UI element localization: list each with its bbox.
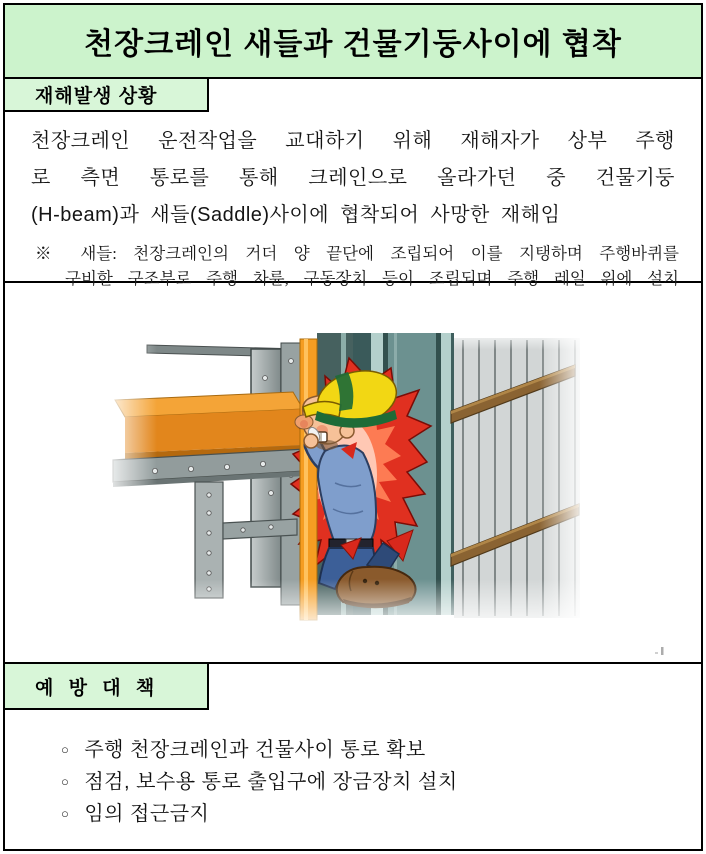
- accident-illustration: [5, 283, 701, 660]
- accident-report-document: [3, 3, 703, 851]
- section-illustration: [5, 283, 701, 664]
- paragraph-line: (H-beam)과 새들(Saddle)사이에 협착되어 사망한 재해임: [31, 204, 561, 226]
- section-accident-situation: [5, 79, 701, 288]
- prevention-bullet-list: [5, 734, 701, 830]
- circle-bullet-icon: ○: [61, 774, 70, 789]
- title-bar: [5, 5, 701, 79]
- bottom-fade: [101, 579, 587, 633]
- list-item: [61, 734, 701, 766]
- orange-pole: [300, 339, 317, 620]
- bullet-text: 주행 천장크레인과 건물사이 통로 확보: [84, 739, 426, 761]
- bullet-text: 임의 접근금지: [84, 803, 210, 825]
- situation-section-label: [5, 79, 209, 112]
- note-text: 새들: 천장크레인의 거더 양 끝단에 조립되어 이를 지탱하며 주행바퀴를: [80, 244, 679, 263]
- circle-bullet-icon: ○: [61, 742, 70, 757]
- worker-hand: [304, 434, 318, 448]
- list-item: [61, 798, 701, 830]
- reference-mark: ※: [35, 244, 64, 263]
- prevention-label-text: 예 방 대 책: [35, 677, 160, 699]
- section-prevention-measures: [5, 664, 701, 845]
- paragraph-line: 천장크레인 운전작업을 교대하기 위해 재해자가 상부 주행: [31, 130, 675, 152]
- note-line: 구비한 구조부로 주행 차륜, 구동장치 등이 조립되며 주행 레일 위에 설치: [65, 269, 679, 288]
- bullet-text: 점검, 보수용 통로 출입구에 장금장치 설치: [84, 771, 458, 793]
- page-title: 천장크레인 새들과 건물기둥사이에 협착: [84, 28, 622, 61]
- paragraph-line: 로 측면 통로를 통해 크레인으로 올라가던 중 건물기둥: [31, 167, 675, 189]
- situation-label-text: 재해발생 상황: [35, 86, 158, 107]
- circle-bullet-icon: ○: [61, 806, 70, 821]
- note-line: [35, 241, 679, 266]
- print-artifact: [655, 647, 664, 655]
- list-item: [61, 766, 701, 798]
- prevention-section-label: [5, 664, 209, 710]
